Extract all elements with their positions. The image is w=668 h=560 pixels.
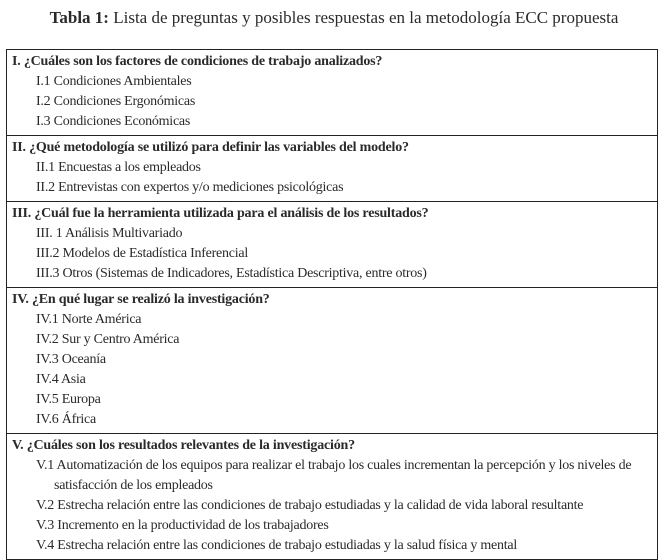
table-caption — [0, 6, 668, 30]
section-1 — [7, 50, 657, 135]
caption-label: Tabla 1: — [49, 8, 109, 27]
answer: I.1 Condiciones Ambientales — [36, 74, 192, 89]
answer: II.2 Entrevistas con expertos y/o mediciones psicológicas — [36, 180, 344, 195]
answer: IV.6 África — [36, 412, 96, 427]
answer: IV.3 Oceanía — [36, 352, 106, 367]
section-5 — [7, 433, 657, 559]
answer: IV.2 Sur y Centro América — [36, 332, 180, 347]
answer: V.2 Estrecha relación entre las condiciones de trabajo estudiadas y la calidad de vida laboral resultante — [36, 498, 584, 513]
answer: IV.1 Norte América — [36, 312, 142, 327]
answer: I.2 Condiciones Ergonómicas — [36, 94, 196, 109]
question: III. ¿Cuál fue la herramienta utilizada para el análisis de los resultados? — [12, 206, 429, 221]
answer: V.1 Automatización de los equipos para realizar el trabajo los cuales incrementan la percepción y los niveles de satisfacción de los empleados — [36, 458, 632, 493]
answer: IV.5 Europa — [36, 392, 101, 407]
answer: V.3 Incremento en la productividad de los trabajadores — [36, 518, 329, 533]
answer: IV.4 Asia — [36, 372, 86, 387]
section-4 — [7, 287, 657, 433]
answer: III.2 Modelos de Estadística Inferencial — [36, 246, 248, 261]
answer: II.1 Encuestas a los empleados — [36, 160, 201, 175]
question: IV. ¿En qué lugar se realizó la investigación? — [12, 292, 270, 307]
answer: III. 1 Análisis Multivariado — [36, 226, 183, 241]
answer: I.3 Condiciones Económicas — [36, 114, 191, 129]
question: II. ¿Qué metodología se utilizó para definir las variables del modelo? — [12, 140, 409, 155]
question: V. ¿Cuáles son los resultados relevantes de la investigación? — [12, 438, 355, 453]
question: I. ¿Cuáles son los factores de condiciones de trabajo analizados? — [12, 54, 383, 69]
section-2 — [7, 135, 657, 201]
answer: III.3 Otros (Sistemas de Indicadores, Estadística Descriptiva, entre otros) — [36, 266, 427, 281]
answer: V.4 Estrecha relación entre las condiciones de trabajo estudiadas y la salud física y mental — [36, 538, 517, 553]
section-3 — [7, 201, 657, 287]
caption-text: Lista de preguntas y posibles respuestas en la metodología ECC propuesta — [108, 8, 619, 27]
questions-table — [6, 49, 658, 560]
